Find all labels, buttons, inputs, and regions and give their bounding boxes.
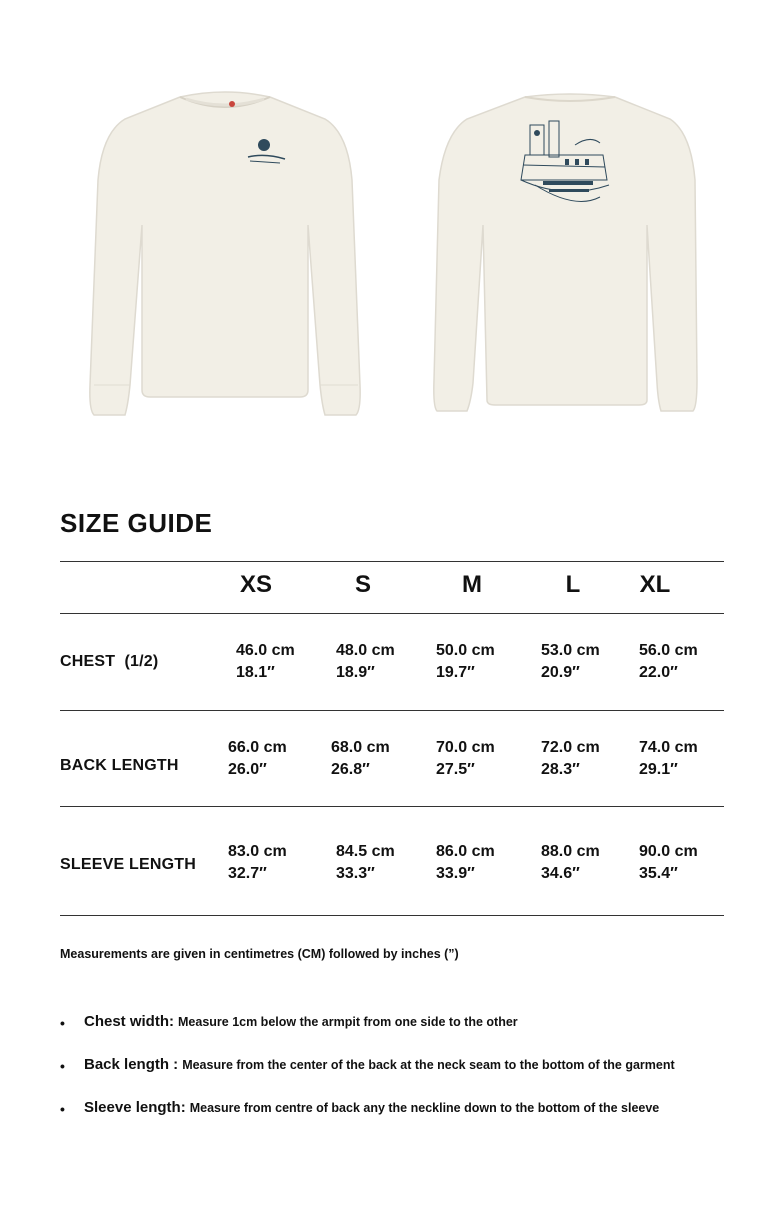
- list-item: [60, 1056, 760, 1099]
- table-cell: 90.0 cm 35.4″: [639, 843, 698, 882]
- instruction-term: Chest width:: [84, 1013, 174, 1030]
- bullet-icon: •: [60, 1058, 65, 1074]
- size-header-xs: XS: [239, 571, 272, 598]
- instructions-list: [60, 1013, 760, 1142]
- table-cell: 53.0 cm 20.9″: [541, 642, 600, 681]
- size-header-s: S: [354, 571, 371, 598]
- page-title: SIZE GUIDE: [60, 508, 213, 538]
- product-images: [0, 0, 784, 440]
- table-cell: 68.0 cm 26.8″: [331, 739, 390, 778]
- bullet-icon: •: [60, 1015, 65, 1031]
- table-cell: 48.0 cm 18.9″: [336, 642, 395, 681]
- row-label-back-length: BACK LENGTH: [60, 757, 179, 774]
- divider: [60, 806, 724, 807]
- size-header-l: L: [565, 571, 581, 598]
- row-label-chest: CHEST (1/2): [60, 653, 159, 670]
- table-cell: 83.0 cm 32.7″: [228, 843, 287, 882]
- table-cell: 86.0 cm 33.9″: [436, 843, 495, 882]
- table-cell: 56.0 cm 22.0″: [639, 642, 698, 681]
- table-cell: 66.0 cm 26.0″: [228, 739, 287, 778]
- measurement-note: Measurements are given in centimetres (CM) followed by inches (”): [60, 947, 459, 961]
- table-cell: 84.5 cm 33.3″: [336, 843, 395, 882]
- instruction-term: Sleeve length:: [84, 1099, 186, 1116]
- table-cell: 46.0 cm 18.1″: [236, 642, 295, 681]
- instruction-desc: Measure 1cm below the armpit from one side to the other: [178, 1015, 518, 1029]
- divider: [60, 561, 724, 562]
- divider: [60, 613, 724, 614]
- front-longsleeve-shirt-icon: [80, 85, 370, 420]
- divider: [60, 710, 724, 711]
- size-header-xl: XL: [639, 571, 671, 598]
- bullet-icon: •: [60, 1101, 65, 1117]
- list-item: [60, 1099, 760, 1142]
- table-cell: 72.0 cm 28.3″: [541, 739, 600, 778]
- table-cell: 50.0 cm 19.7″: [436, 642, 495, 681]
- instruction-desc: Measure from the center of the back at the neck seam to the bottom of the garment: [182, 1058, 675, 1072]
- instruction-desc: Measure from centre of back any the neckline down to the bottom of the sleeve: [189, 1101, 660, 1115]
- instruction-term: Back length :: [84, 1056, 179, 1073]
- table-cell: 74.0 cm 29.1″: [639, 739, 698, 778]
- table-cell: 88.0 cm 34.6″: [541, 843, 600, 882]
- divider: [60, 915, 724, 916]
- table-cell: 70.0 cm 27.5″: [436, 739, 495, 778]
- size-header-m: M: [462, 571, 482, 598]
- row-label-sleeve-length: SLEEVE LENGTH: [60, 856, 196, 873]
- list-item: [60, 1013, 760, 1056]
- back-longsleeve-shirt-icon: [425, 85, 715, 420]
